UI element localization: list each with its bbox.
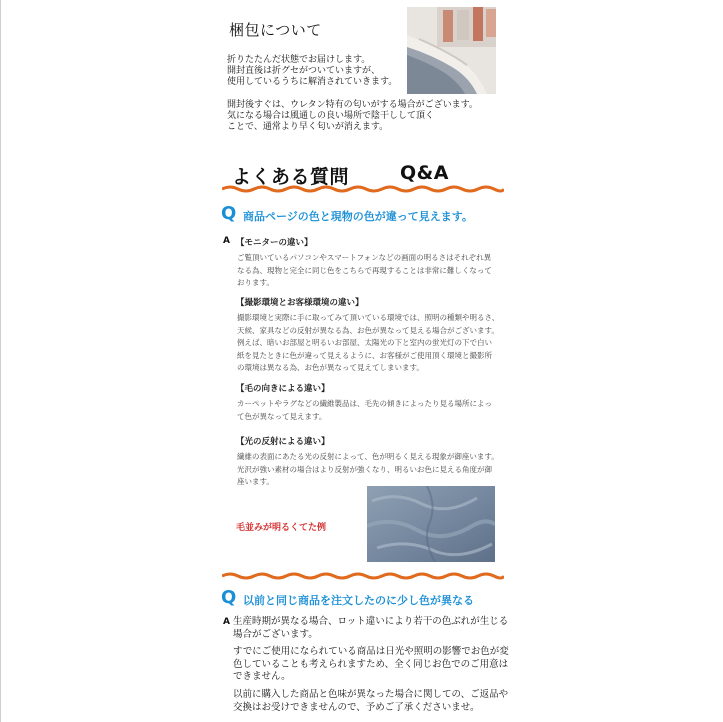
rug-pile-closeup-photo xyxy=(367,486,495,562)
q1-section-4-heading: 【光の反射による違い】 xyxy=(236,437,330,447)
q1-section-2-body: 撮影環境と実際に手に取ってみて頂いている環境では、照明の種類や明るさ、 天候、家具などの反射が異なる為、お色が異なって見える場合がございます。 例えば、暗いお部屋と明るいお部屋、太陽光の下と室内の蛍光灯の下で白い 紙を見たときに色が違って見えるように、お客様がご使用頂く環境と撮影所 の環境は異なる為、お色が異なって見えてしまいます。 xyxy=(237,313,500,372)
q1-question: 商品ページの色と現物の色が違って見えます。 xyxy=(243,210,473,223)
wavy-divider-bottom xyxy=(222,571,504,581)
q1-answer-mark: A xyxy=(223,236,230,246)
q2-answer-paragraph-2: すでにご使用になられている商品は日光や照明の影響でお色が変 色していることも考えられますため、全く同じお色でのご用意は できません。 xyxy=(233,646,509,682)
q1-mark: Q xyxy=(221,203,237,224)
rug-folded-photo xyxy=(407,7,496,94)
faq-title-qa: Q&A xyxy=(400,162,449,184)
q2-answer-paragraph-3: 以前に購入した商品と色味が異なった場合に関しての、ご返品や 交換はお受けできませんので、予めご了承くださいませ。 xyxy=(233,689,509,713)
q2-answer-paragraph-1: 生産時期が異なる場合、ロット違いにより若干の色ぶれが生じる 場合がございます。 xyxy=(233,616,509,640)
q2-answer-mark: A xyxy=(223,617,230,627)
packaging-paragraph-1: 折りたたんだ状態でお届けします。 開封直後は折グセがついていますが、 使用しているうちに解消されていきます。 xyxy=(227,55,398,87)
q1-section-1-body: ご覧頂いているパソコンやスマートフォンなどの画面の明るさはそれぞれ異 なる為、現物と完全に同じ色をこちらで再現することは非常に難しくなって おります。 xyxy=(237,253,492,287)
faq-title: よくある質問 xyxy=(232,166,350,188)
wavy-divider-top xyxy=(222,184,504,194)
q1-section-3-heading: 【毛の向きによる違い】 xyxy=(236,384,330,394)
q2-mark: Q xyxy=(221,587,237,608)
q1-section-4-body: 繊維の表面にあたる光の反射によって、色が明るく見える現象が御座います。 光沢が強い素材の場合はより反射が強くなり、明るいお色に見える角度が御 座います。 xyxy=(237,452,499,486)
page-left-border xyxy=(0,0,1,722)
packaging-heading: 梱包について xyxy=(229,21,322,39)
q2-question: 以前と同じ商品を注文したのに少し色が異なる xyxy=(243,594,474,607)
q1-section-1-heading: 【モニターの違い】 xyxy=(236,238,313,248)
packaging-paragraph-2: 開封後すぐは、ウレタン特有の匂いがする場合がございます。 気になる場合は風通しの良い場所で陰干しして頂く ことで、通常より早く匂いが消えます。 xyxy=(227,100,478,132)
q1-section-2-heading: 【撮影環境とお客様環境の違い】 xyxy=(236,298,364,308)
q1-image-caption: 毛並みが明るくてた例 xyxy=(236,523,327,533)
q1-section-3-body: カーペットやラグなどの繊維製品は、毛先の傾きによったり見る場所によっ て色が異なって見えます。 xyxy=(237,399,492,421)
